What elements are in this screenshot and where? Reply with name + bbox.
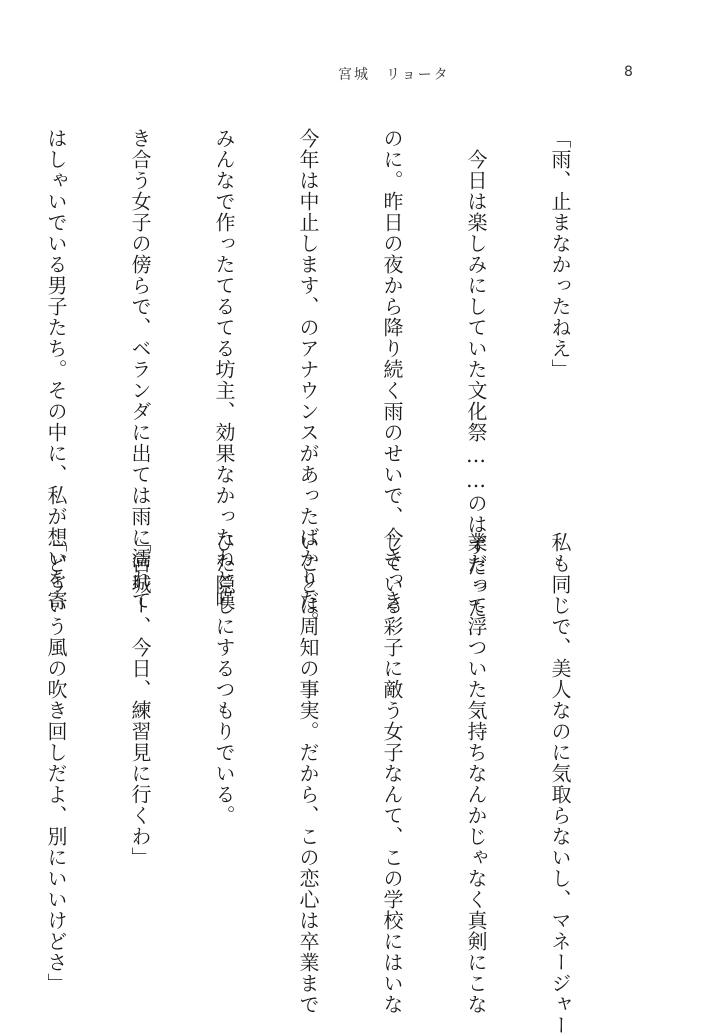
text-line: 今日は楽しみにしていた文化祭……のはずだった — [464, 128, 488, 619]
header-title: 宮城 リョータ — [338, 67, 450, 83]
text-line: 私も同じで、美人なのに気取らないし、マネージャー — [548, 532, 572, 1036]
text-line: 「どういう風の吹き回しだよ、別にいいけどさ」 — [44, 532, 68, 994]
text-line: き合う女子の傍らで、ベランダに出ては雨に濡れて — [128, 128, 152, 611]
text-line: はしゃいでいる男子たち。その中に、私が想いを寄 — [44, 128, 68, 611]
running-header — [0, 64, 720, 88]
text-line: みんなで作ったてるてる坊主、効果なかったねと嘆 — [212, 128, 236, 611]
page-number: 8 — [624, 64, 633, 80]
text-block-bottom — [0, 532, 630, 1036]
text-line: 今年は中止します、のアナウンスがあったばかりだ。 — [296, 128, 320, 632]
text-line: 「宮城ー、今日、練習見に行くわ」 — [128, 532, 152, 868]
text-block-top — [0, 128, 630, 632]
text-line: 「雨、止まなかったねえ」 — [548, 128, 572, 380]
text-line: いことは周知の事実。だから、この恋心は卒業まで — [296, 532, 320, 1015]
text-line: のに。昨日の夜から降り続く雨のせいで、今さっき — [380, 128, 404, 611]
text-line: ひた隠しにするつもりでいる。 — [212, 532, 236, 826]
text-line: 業だって浮ついた気持ちなんかじゃなく真剣にこな — [464, 532, 488, 1015]
text-line: している彩子に敵う女子なんて、この学校にはいな — [380, 532, 404, 1015]
